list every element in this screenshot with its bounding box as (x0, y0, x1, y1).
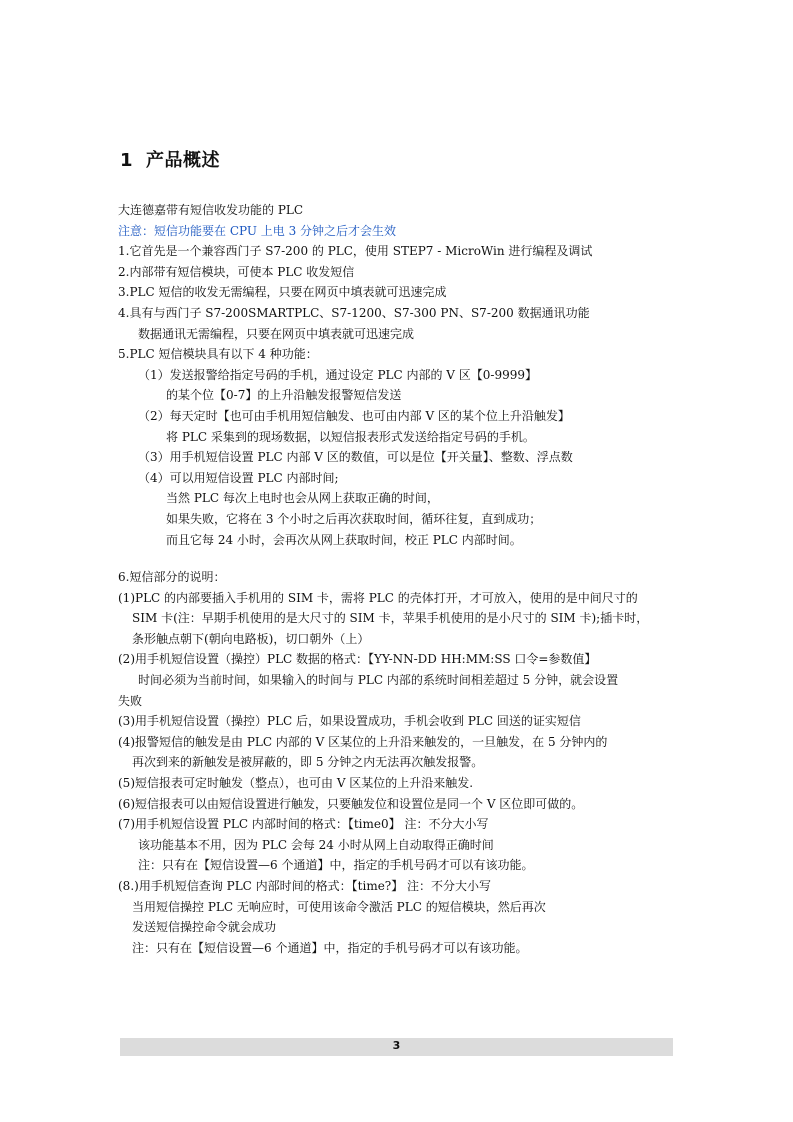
text-line: 4.具有与西门子 S7-200SMARTPLC、S7-1200、S7-300 PN、S7-200 数据通讯功能 (118, 305, 590, 320)
text-line: (5)短信报表可定时触发（整点），也可由 V 区某位的上升沿来触发. (118, 776, 474, 791)
text-line: 时间必须为当前时间，如果输入的时间与 PLC 内部的系统时间相差超过 5 分钟，就会设置 (138, 673, 619, 688)
page-number: 3 (392, 1039, 401, 1052)
text-line: (1)PLC 的内部要插入手机用的 SIM 卡，需将 PLC 的壳体打开，才可放入，使用的是中间尺寸的 (118, 590, 638, 605)
section-heading (120, 146, 220, 172)
text-line: 而且它每 24 小时，会再次从网上获取时间，校正 PLC 内部时间。 (166, 532, 522, 547)
text-line: 发送短信操控命令就会成功 (132, 920, 277, 935)
text-line: 将 PLC 采集到的现场数据，以短信报表形式发送给指定号码的手机。 (166, 429, 535, 444)
text-line: 注意：短信功能要在 CPU 上电 3 分钟之后才会生效 (118, 223, 397, 238)
text-line: 当然 PLC 每次上电时也会从网上获取正确的时间， (166, 491, 439, 506)
page-footer (120, 1038, 673, 1056)
text-line: 3.PLC 短信的收发无需编程，只要在网页中填表就可迅速完成 (118, 285, 447, 300)
text-line: 5.PLC 短信模块具有以下 4 种功能： (118, 347, 318, 362)
text-line: 大连德嘉带有短信收发功能的 PLC (118, 203, 304, 217)
text-line: 该功能基本不用，因为 PLC 会每 24 小时从网上自动取得正确时间 (138, 837, 494, 852)
text-line: 的某个位【0-7】的上升沿触发报警短信发送 (166, 388, 402, 403)
text-line: 注：只有在【短信设置—6 个通道】中，指定的手机号码才可以有该功能。 (132, 940, 528, 955)
text-line: （4）可以用短信设置 PLC 内部时间; (138, 470, 339, 485)
text-line: (3)用手机短信设置（操控）PLC 后，如果设置成功，手机会收到 PLC 回送的证实短信 (118, 714, 581, 729)
blank-line (118, 550, 698, 567)
text-line: 2.内部带有短信模块，可使本 PLC 收发短信 (118, 264, 355, 279)
text-line: 1.它首先是一个兼容西门子 S7-200 的 PLC，使用 STEP7 - MicroWin 进行编程及调试 (118, 244, 593, 259)
text-line: 如果失败，它将在 3 个小时之后再次获取时间，循环往复，直到成功； (166, 511, 542, 526)
section-title: 产品概述 (146, 150, 220, 171)
text-line: 条形触点朝下(朝向电路板)，切口朝外（上） (132, 631, 370, 646)
text-line: 失败 (118, 693, 143, 708)
text-line: (6)短信报表可以由短信设置进行触发，只要触发位和设置位是同一个 V 区位即可做的。 (118, 796, 584, 811)
text-line: 6.短信部分的说明： (118, 570, 226, 585)
text-line: （3）用手机短信设置 PLC 内部 V 区的数值，可以是位【开关量】、整数、浮点数 (138, 450, 573, 465)
text-line: SIM 卡(注：早期手机使用的是大尺寸的 SIM 卡，苹果手机使用的是小尺寸的 SIM 卡);插卡时， (132, 611, 649, 626)
text-line: (8.)用手机短信查询 PLC 内部时间的格式：【time?】 注：不分大小写 (118, 879, 492, 893)
text-line: (4)报警短信的触发是由 PLC 内部的 V 区某位的上升沿来触发的，一旦触发，在 5 分钟内的 (118, 734, 608, 749)
text-line: （1）发送报警给指定号码的手机，通过设定 PLC 内部的 V 区【0-9999】 (138, 367, 538, 382)
text-line: 注：只有在【短信设置—6 个通道】中，指定的手机号码才可以有该功能。 (138, 858, 534, 873)
text-line: (7)用手机短信设置 PLC 内部时间的格式：【time0】 注：不分大小写 (118, 817, 489, 832)
section-number: 1 (120, 150, 134, 171)
text-line: (2)用手机短信设置（操控）PLC 数据的格式：【YY-NN-DD HH:MM:SS 口令=参数值】 (118, 652, 597, 667)
text-line: 当用短信操控 PLC 无响应时，可使用该命令激活 PLC 的短信模块，然后再次 (132, 899, 546, 914)
text-line: 数据通讯无需编程，只要在网页中填表就可迅速完成 (138, 326, 415, 341)
document-body (118, 200, 698, 958)
text-line: 再次到来的新触发是被屏蔽的，即 5 分钟之内无法再次触发报警。 (132, 755, 484, 770)
text-line: （2）每天定时【也可由手机用短信触发、也可由内部 V 区的某个位上升沿触发】 (138, 408, 570, 423)
